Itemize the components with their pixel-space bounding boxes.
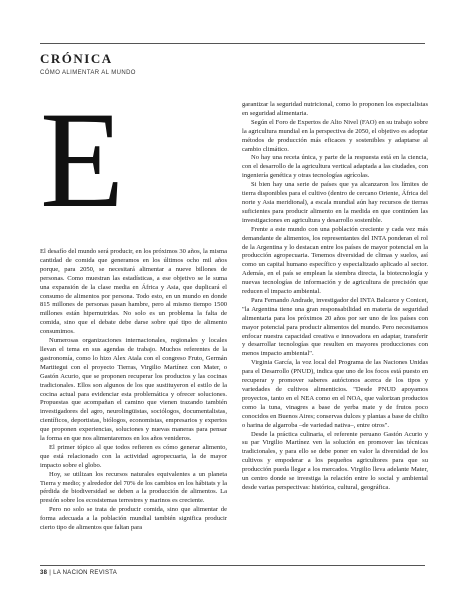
paragraph: Frente a este mundo con una población creciente y cada vez más demandante de alimentos, los representantes del INTA ponderan el rol de la Argentina y lo destacan entre los países de mayor potencial en la producción agropecuaria. Tenemos diversidad de climas y suelos, así como un capital humano específico y especializado aplicado al sector. Además, en el país se emplean la siembra directa, la biotecnología y nuevas tecnologías de información y de agricultura de precisión que reducen el impacto ambiental. — [242, 225, 428, 296]
drop-cap: E — [40, 83, 125, 236]
paragraph: Virginia García, la voz local del Programa de las Naciones Unidas para el Desarrollo (PNUD), indica que uno de los focos está puesto en recuperar y promover saberes autóctonos acerca de los tipos y variedades de cultivos alimenticios. "Desde PNUD apoyamos proyectos, tanto en el NEA como en el NOA, que valorizan productos como la tuna, vinagres a base de yerba mate y de frutos poco conocidos en Buenos Aires; conservas dulces y plantas a base de chilto o harina de algarroba –de variedad nativa–, entre otros". — [242, 359, 428, 429]
paragraph: El desafío del mundo será producir, en los próximos 30 años, la misma cantidad de comida que generamos en los últimos ocho mil años porque, para 2050, se necesitará alimentar a nueve billones de personas. Como muestran las estadísticas, a ese objetivo se le suma una expansión de la clase media en África y Asia, que duplicará el consumo de alimentos por persona. Todo esto, en un mundo en donde 815 millones de personas pasan hambre, pero al mismo tiempo 1500 millones están hipernutridas. No solo es un problema la falta de comida, sino que el debate debe darse sobre qué tipo de alimento consumimos. — [40, 248, 227, 336]
column-left — [40, 248, 227, 533]
column-right — [242, 101, 428, 493]
top-rule — [40, 43, 425, 44]
paragraph: El primer tópico al que todos refieren es cómo generar alimento, que está relacionado con la actividad agropecuaria, la de mayor impacto sobre el globo. — [40, 443, 227, 469]
paragraph: Para Fernando Andrade, investigador del INTA Balcarce y Conicet, "la Argentina tiene una gran responsabilidad en materia de seguridad alimentaria para los próximos 20 años por ser uno de los países con mayor potencial para producir alimentos del mundo. Pero necesitamos enfocar nuestra capacidad creativa e innovadora en adaptar, transferir y desarrollar tecnologías que resulten en mayores producciones con menos impacto ambiental". — [242, 296, 428, 358]
article-subtitle: CÓMO ALIMENTAR AL MUNDO — [40, 70, 136, 76]
paragraph: Hoy, se utilizan los recursos naturales equivalentes a un planeta Tierra y medio; y alrededor del 70% de los cambios en los hábitats y la pérdida de biodiversidad se deben a la producción de alimentos. La presión sobre los ecosistemas terrestres y marinos es creciente. — [40, 470, 227, 505]
paragraph: Según el Foro de Expertos de Alto Nivel (FAO) en su trabajo sobre la agricultura mundial en la perspectiva de 2050, el objetivo es adoptar métodos de producción más eficaces y sostenibles y adaptarse al cambio climático. — [242, 118, 428, 153]
paragraph: No hay una receta única, y parte de la respuesta está en la ciencia, con el desarrollo de la agricultura vertical adaptada a las ciudades, con ingeniería genética y otras tecnologías agrícolas. — [242, 154, 428, 180]
paragraph: Si bien hay una serie de países que ya alcanzaron los límites de tierra disponibles para el cultivo (dentro de cercano Oriente, África del norte y Asia meridional), a escala mundial aún hay recursos de tierras suficientes para producir alimento en la medida en que continúen las investigaciones en agricultura y desarrollo sostenible. — [242, 181, 428, 224]
section-title: CRÓNICA — [40, 51, 113, 66]
bottom-rule — [40, 565, 425, 566]
page-footer — [40, 570, 117, 576]
paragraph: Numerosas organizaciones internacionales, regionales y locales llevan el tema en sus agendas de trabajo. Muchos referentes de la gastronomía, como lo hizo Alex Atala con el congreso Fruto, Germán Martitegui con el proyecto Tierras, Virgilio Martínez con Mater, o Gastón Acurio, que se proponen recuperar los productos y las cocinas tradicionales. Ellos son algunos de los que sustituyeron el estilo de la cocina actual para evidenciar esta problemática y ofrecer soluciones. Propuestas que acompañan el camino que vienen trazando también investigadores del agro, neurolingüistas, sociólogos, documentalistas, científicos, deportistas, biólogos, economistas, empresarios y expertos que proponen experiencias, soluciones y nuevas maneras para pensar la forma en que nos alimentaremos en los años venideros. — [40, 337, 227, 443]
paragraph: Desde la práctica culinaria, el referente peruano Gastón Acurio y su par Virgilio Martínez ven la solución en promover las técnicas tradicionales, y para ello se debe poner en valor la diversidad de los cultivos y empoderar a los pequeños agricultores para que su producción pueda llegar a los mercados. Virgilio lleva adelante Mater, un centro donde se investiga la relación entre lo social y ambiental desde varias perspectivas: histórica, cultural, geográfica. — [242, 430, 428, 491]
page-number: 38 — [40, 570, 48, 576]
footer-separator: | — [49, 570, 54, 576]
paragraph: garantizar la seguridad nutricional, como lo proponen los especialistas en seguridad alimentaria. — [242, 101, 428, 117]
publication-name: LA NACION REVISTA — [53, 570, 118, 576]
paragraph: Pero no solo se trata de producir comida, sino que alimentar de forma adecuada a la población mundial también significa producir cierto tipo de alimentos que faltan para — [40, 506, 227, 532]
